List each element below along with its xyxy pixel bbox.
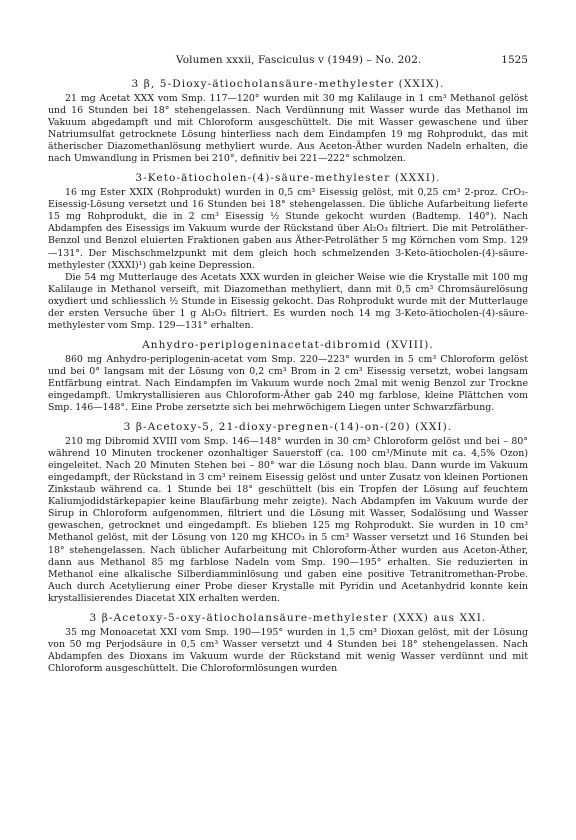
section-heading: 3 β, 5-Dioxy-ätiocholansäure-methylester (XXIX). bbox=[131, 78, 445, 90]
section-heading: 3 β-Acetoxy-5, 21-dioxy-pregnen-(14)-on-(20) (XXI). bbox=[123, 421, 453, 434]
section-xviii bbox=[48, 339, 528, 414]
section-heading: Anhydro-periplogeninacetat-dibromid (XVIII). bbox=[142, 338, 434, 351]
page-number: 1525 bbox=[501, 54, 528, 66]
section-heading: 3-Keto-ätiocholen-(4)-säure-methylester (XXXI). bbox=[135, 172, 441, 185]
header-title: Volumen xxxii, Fasciculus v (1949) – No. 202. bbox=[176, 54, 422, 66]
paragraph: 21 mg Acetat XXX vom Smp. 117—120° wurden mit 30 mg Kalilauge in 1 cm³ Methanol gelöst und 16 Stunden bei 18° stehengelassen. Nach Verdünnung mit Wasser wurde das Methanol im Vakuum abgedampft und mit Chloroform ausgeschüttelt. Die mit Wasser gewaschene und über Natriumsulfat getrocknete Lösung hinterliess nach dem Eindampfen 19 mg Rohprodukt, das mit ätherischer Diazomethanlösung methyliert wurde. Aus Aceton-Äther wurden Nadeln erhalten, die nach Umwandlung in Prismen bei 210°, definitiv bei 221—222° schmolzen. bbox=[48, 93, 528, 165]
paragraph: 210 mg Dibromid XVIII vom Smp. 146—148° wurden in 30 cm³ Chloroform gelöst und bei – 80° während 10 Minuten trockener ozonhaltiger Sauerstoff (ca. 100 cm³/Minute mit ca. 4,5% Ozon) eingeleitet. Nach 20 Minuten Stehen bei – 80° war die Lösung noch blau. Dann wurde im Vakuum eingedampft, der Rückstand in 3 cm³ reinem Eisessig gelöst und unter Zusatz von kleinen Portionen Zinkstaub während ca. 1 Stunde bei 18° geschüttelt (bis ein Tropfen der Lösung auf feuchtem Kaliumjodidstärkepapier keine Blaufärbung mehr zeigte). Nach Abdampfen im Vakuum wurde der Sirup in Chloroform aufgenommen, filtriert und die Lösung mit Wasser, Sodalösung und Wasser gewaschen, getrocknet und eingedampft. Es blieben 125 mg Rohprodukt. Sie wurden in 10 cm³ Methanol gelöst, mit der Lösung von 120 mg KHCO₃ in 5 cm³ Wasser versetzt und 16 Stunden bei 18° stehengelassen. Nach üblicher Aufarbeitung mit Chloroform-Äther wurden aus Aceton-Äther, dann aus Methanol 85 mg farblose Nadeln vom Smp. 190—195° erhalten. Sie reduzierten in Methanol eine alkalische Silberdiamminlösung und gaben eine positive Tetranitromethan-Probe. Auch durch Acetylierung einer Probe dieser Krystalle mit Pyridin und Acetanhydrid konnte kein krystallisierendes Diacetat XIX erhalten werden. bbox=[48, 436, 528, 604]
paragraph: 860 mg Anhydro-periplogenin-acetat vom Smp. 220—223° wurden in 5 cm³ Chloroform gelöst und bei 0° langsam mit der Lösung von 0,2 cm³ Brom in 2 cm³ Eisessig versetzt, wobei langsam Entfärbung eintrat. Nach Eindampfen im Vakuum wurde noch 2mal mit wenig Benzol zur Trockne eingedampft. Umkrystallisieren aus Chloroform-Äther gab 240 mg farblose, kleine Plättchen vom Smp. 146—148°. Eine Probe zersetzte sich bei mehrwöchigem Liegen unter Schwarzfärbung. bbox=[48, 353, 528, 414]
paragraph: 16 mg Ester XXIX (Rohprodukt) wurden in 0,5 cm³ Eisessig gelöst, mit 0,25 cm³ 2-proz. CrO₃-Eisessig-Lösung versetzt und 16 Stunden bei 18° stehengelassen. Die übliche Aufarbeitung lieferte 15 mg Rohprodukt, die in 2 cm³ Eisessig ½ Stunde gekocht wurden (Badtemp. 140°). Nach Abdampfen des Eisessigs im Vakuum wurde der Rückstand über Al₂O₃ filtriert. Die mit Petroläther-Benzol und Benzol eluierten Fraktionen gaben aus Äther-Petroläther 5 mg Körnchen vom Smp. 129—131°. Der Mischschmelzpunkt mit dem gleich hoch schmelzenden 3-Keto-ätiocholen-(4)-säure-methylester (XXXI)¹) gab keine Depression. bbox=[48, 187, 528, 271]
section-heading: 3 β-Acetoxy-5-oxy-ätiocholansäure-methylester (XXX) aus XXI. bbox=[89, 611, 487, 624]
running-header bbox=[48, 54, 528, 66]
section-xxx bbox=[48, 612, 528, 675]
section-xxxi bbox=[48, 172, 528, 332]
paragraph: 35 mg Monoacetat XXI vom Smp. 190—195° wurden in 1,5 cm³ Dioxan gelöst, mit der Lösung von 50 mg Perjodsäure in 0,5 cm³ Wasser versetzt und 4 Stunden bei 18° stehengelassen. Nach Abdampfen des Dioxans im Vakuum wurde der Rückstand mit wenig Wasser verdünnt und mit Chloroform ausgeschüttelt. Die Chloroformlösungen wurden bbox=[48, 626, 528, 674]
section-xxi bbox=[48, 421, 528, 605]
paragraph: Die 54 mg Mutterlauge des Acetats XXX wurden in gleicher Weise wie die Krystalle mit 100 mg Kalilauge in Methanol verseift, mit Diazomethan methyliert, dann mit 0,5 cm³ Chromsäurelösung oxydiert und schliesslich ½ Stunde in Eisessig gekocht. Das Rohprodukt wurde mit der Mutterlauge der ersten Versuche über 1 g Al₂O₃ filtriert. Es wurden noch 14 mg 3-Keto-ätiocholen-(4)-säure-methylester vom Smp. 129—131° erhalten. bbox=[48, 271, 528, 331]
section-xxix bbox=[48, 78, 528, 165]
